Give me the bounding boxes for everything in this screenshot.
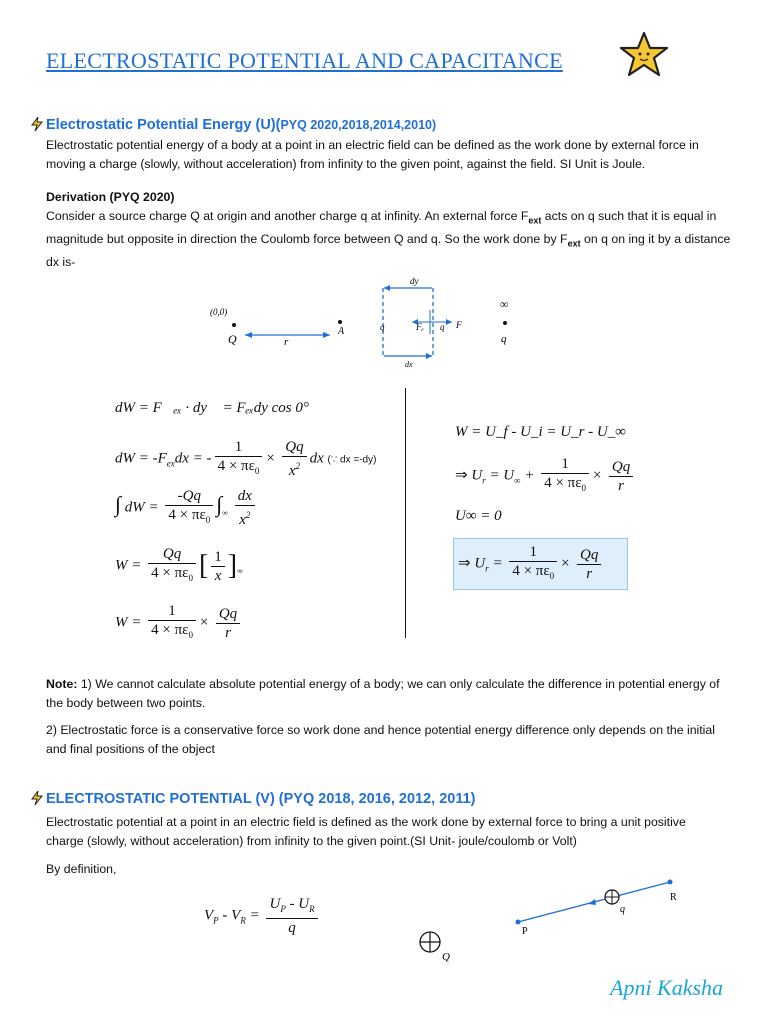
eq-w-u: W = U_f - U_i = U_r - U_∞ — [455, 424, 626, 440]
far-charge-label: q — [501, 333, 507, 345]
star-icon — [617, 30, 671, 80]
note-1: Note: 1) We cannot calculate absolute potential energy of a body; we can only calculate the difference in potential energy of the body between two points. — [46, 677, 720, 710]
q-mid-label: q — [440, 322, 445, 332]
dx-label: dx — [405, 360, 413, 369]
section-heading-potential-energy: Electrostatic Potential Energy (U)(PYQ 2020,2018,2014,2010) — [30, 116, 436, 133]
eq-integral: ∫ dW = $\frac{-Qq}{4 \times \pi\varepsilon_0}$ $\int_\infty$ $\frac{dx}{x^2}$ — [115, 487, 258, 529]
fe-label: Fₑ — [416, 322, 424, 332]
point-a-label: A — [338, 326, 345, 337]
eq-dw-1: dW = F⃗ₑₓ · dy⃗ = Fₑₓdy cos 0° — [115, 400, 309, 416]
eq-ur: ⇒ $U_r = U_\infty$ + $\frac{1}{4 \times \pi\varepsilon_0}$ × $\frac{Qq}{r}$ — [455, 455, 636, 497]
section-heading-potential: ELECTROSTATIC POTENTIAL (V) (PYQ 2018, 2016, 2012, 2011) — [30, 790, 476, 807]
distance-label: r — [284, 336, 289, 348]
note-2: 2) Electrostatic force is a conservative force so work done and hence potential energy difference only depends on the initial and final positions of the object — [46, 723, 715, 756]
origin-label: (0,0) — [210, 307, 228, 317]
eq-w-bracket: W = $\frac{Qq}{4 \times \pi\varepsilon_0}$ [ $\frac{1}{x}$ ]$_\infty$ — [115, 546, 243, 584]
point-p-label: P — [522, 926, 528, 937]
lightning-icon — [30, 116, 44, 132]
page-title: ELECTROSTATIC POTENTIAL AND CAPACITANCE — [46, 48, 563, 73]
point-a-dot — [338, 320, 342, 324]
eq-u-inf: U∞ = 0 — [455, 508, 502, 524]
charge-diagram — [200, 270, 540, 370]
source-charge-label: Q — [228, 332, 237, 346]
q-left-mark: q — [380, 322, 385, 332]
by-definition: By definition, — [46, 862, 117, 876]
eq-w-final: W = $\frac{1}{4 \times \pi\varepsilon_0}$ × $\frac{Qq}{r}$ — [115, 602, 243, 644]
f-label: F — [456, 320, 462, 330]
brand-signature: Apni Kaksha — [610, 975, 724, 1000]
potential-diagram — [400, 872, 700, 972]
eq-vp-vr: $V_P - V_R$ = $\frac{U_P - U_R}{q}$ — [204, 895, 321, 937]
dy-label: dy — [410, 276, 419, 286]
point-r-label: R — [670, 892, 677, 903]
source-charge-label: Q — [442, 951, 450, 963]
derivation-text: Consider a source charge Q at origin and another charge q at infinity. An external force $F_{ext}$ acts on q such that it is equal in magnitude but opposite in direction the Coulomb force between Q and q. So the work done by $F_{ext}$ on q on ing it by a distance dx is- — [46, 209, 731, 269]
test-charge-label: q — [620, 904, 625, 915]
eq-ur-final: ⇒ $U_r$ = $\frac{1}{4 \times \pi\varepsilon_0}$ × $\frac{Qq}{r}$ — [458, 543, 604, 585]
source-charge-dot — [232, 323, 236, 327]
column-divider — [405, 388, 406, 638]
far-charge-dot — [503, 321, 507, 325]
eq-dw-2: dW = $-F_{ex}dx$ = - $\frac{1}{4 \times \pi\varepsilon_0}$ × $\frac{Qq}{x^2}$ dx (∵ dx =-dy) — [115, 439, 377, 479]
potential-definition: Electrostatic potential at a point in an electric field is defined as the work done by external force to bring a unit positive charge (slowly, without acceleration) from infinity to the given point.(SI Unit- joule/coulomb or Volt) — [46, 815, 686, 848]
point-p-dot — [516, 920, 521, 925]
derivation-label: Derivation (PYQ 2020) — [46, 190, 175, 204]
potential-energy-definition: Electrostatic potential energy of a body at a point in an electric field can be defined as the work done by external force in moving a charge (slowly, without acceleration) from infinity to the given point, against the field. SI Unit is Joule. — [46, 138, 699, 171]
lightning-icon — [30, 790, 44, 806]
point-r-dot — [668, 880, 673, 885]
infinity-label: ∞ — [500, 297, 509, 311]
